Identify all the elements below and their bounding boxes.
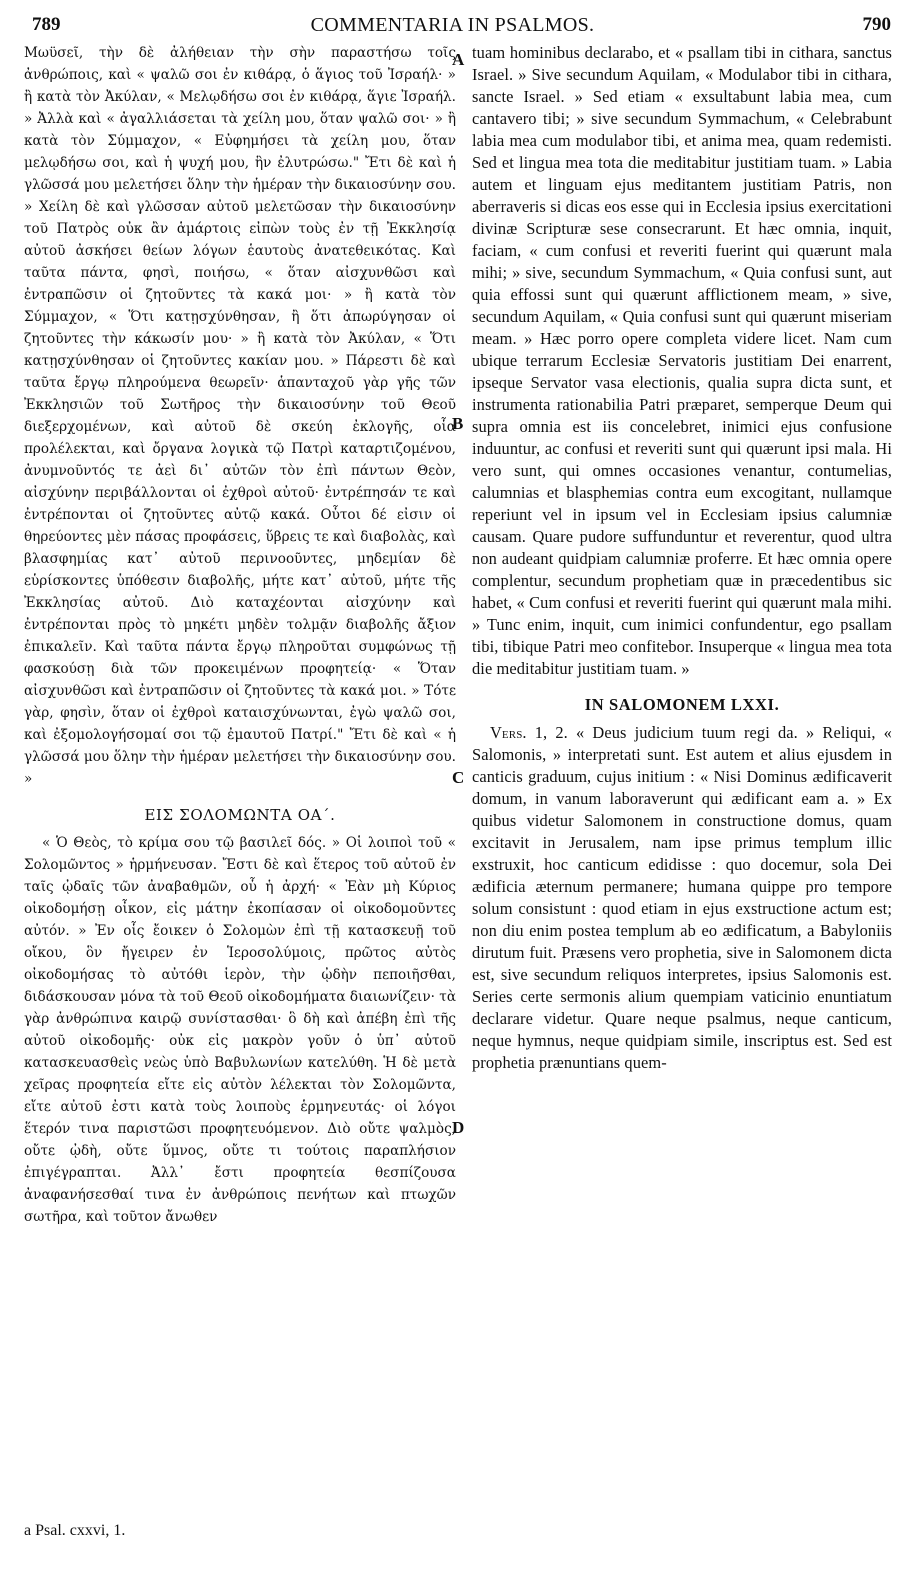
- greek-column: [24, 42, 456, 1228]
- margin-marker-d: D: [452, 1118, 465, 1137]
- greek-paragraph-1: Μωϋσεῖ, τὴν δὲ ἀλήθειαν τὴν σὴν παραστήσω τοῖς ἀνθρώποις, καὶ « ψαλῶ σοι ἐν κιθάρᾳ, ὁ ἅγιος τοῦ Ἰσραήλ· » ἢ κατὰ τὸν Ἀκύλαν, « Μελῳδήσω σοι ἐν κιθάρᾳ, ἅγιε Ἰσραήλ. » Ἀλλὰ καὶ « ἀγαλλιάσεται τὰ χείλη μου, ὅταν ψαλῶ σοι· » ἢ κατὰ τὸν Σύμμαχον, « Εὐφημήσει τὰ χείλη μου, ὅταν μελῳδήσω σοι, καὶ ἡ ψυχή μου, ἣν ἐλυτρώσω." Ἔτι δὲ καὶ ἡ γλῶσσά μου μελετήσει ὅλην τὴν ἡμέραν τὴν δικαιοσύνην σου. » Χείλη δὲ καὶ γλῶσσαν αὐτοῦ μελετῶσαν τὴν δικαιοσύνην τοῦ Πατρὸς οὐκ ἂν ἁμάρτοις εἰπὼν τοὺς ἐν τῇ Ἐκκλησίᾳ αὐτοῦ ἀσκήσει θείων λόγων ἑαυτοὺς ἀνατεθεικότας. Καὶ ταῦτα πάντα, φησὶ, ποιήσω, « ὅταν αἰσχυνθῶσι καὶ ἐντραπῶσιν οἱ ζητοῦντες τὰ κακά μοι· » ἢ κατὰ τὸν Σύμμαχον, « Ὅτι κατῃσχύνθησαν, ἢ ὅτι ἀπωρύγησαν οἱ ζητοῦντες τὴν κάκωσίν μου· » ἢ κατὰ τὸν Ἀκύλαν, « Ὅτι κατῃσχύνθησαν οἱ ζητοῦντες κακίαν μου. » Πάρεστι δὲ καὶ ταῦτα ἔργῳ πληρούμενα θεωρεῖν· ἁπανταχοῦ γὰρ γῆς τῶν Ἐκκλησιῶν τοῦ Σωτῆρος τὴν δικαιοσύνην τοῦ Θεοῦ διεξερχομένων, καὶ αὐτοῦ δὲ σκεύη ἐκλογῆς, οἷα προλέλεκται, καὶ ὄργανα λογικὰ τῷ Πατρὶ καταρτιζομένου, ἀνυμνοῦντός τε ἀεὶ δι᾽ αὐτῶν τὸν ἐπὶ πάντων Θεὸν, αἰσχύνην περιβάλλονται οἱ ἐχθροὶ αὐτοῦ· ἐντρέπησάν τε καὶ ἐντρέπονται οἱ ζητοῦντες αὐτῷ κακά. Οὗτοι δέ εἰσιν οἱ θηρεύοντες μὲν πάσας προφάσεις, ὕβρεις τε καὶ διαβολὰς, καὶ βλασφημίας κατ᾽ αὐτοῦ περινοοῦντες, μηδεμίαν δὲ εὑρίσκοντες ὑπόθεσιν διαβολῆς, μήτε κατ᾽ αὐτοῦ, μήτε τῆς Ἐκκλησίας αὐτοῦ. Διὸ καταχέονται αἰσχύνην καὶ ἐντρέπονται πρὸς τὸ μηκέτι μηδὲν τολμᾷν διαβολῆς ἄξιον ἐπικαλεῖν. Καὶ ταῦτα πάντα ἔργῳ πληροῦται συμφώνως τῇ φασκούσῃ διὰ τῶν προκειμένων προφητείᾳ· « Ὅταν αἰσχυνθῶσι καὶ ἐντραπῶσιν οἱ ζητοῦντες τὰ κακά μοι. » Τότε γὰρ, φησὶν, ὅταν οἱ ἐχθροὶ καταισχύνωνται, ἐγὼ ψαλῶ σοι, καὶ ἐξομολογήσομαί σοι τῷ ἐμαυτοῦ Πατρί." Ἔτι δὲ καὶ « ἡ γλῶσσά μου ὅλην τὴν ἡμέραν μελετήσει τὴν δικαιοσύνην σου. »: [24, 45, 456, 787]
- margin-marker-b: B: [452, 414, 464, 433]
- margin-marker-c: C: [452, 768, 465, 787]
- footnote: a Psal. cxxvi, 1.: [24, 1522, 126, 1539]
- latin-column: [472, 42, 892, 1074]
- greek-section-heading: ΕΙΣ ΣΟΛΟΜΩΝΤΑ ΟΑ΄.: [144, 806, 336, 824]
- latin-section-heading: IN SALOMONEM LXXI.: [584, 695, 780, 714]
- page-number-right: 790: [862, 14, 891, 35]
- page-number-left: 789: [32, 14, 61, 35]
- greek-paragraph-2: « Ὁ Θεὸς, τὸ κρίμα σου τῷ βασιλεῖ δός. » Οἱ λοιποὶ τοῦ « Σολομῶντος » ἡρμήνευσαν. Ἔστι δὲ καὶ ἕτερος τοῦ αὐτοῦ ἐν ταῖς ᾠδαῖς τῶν ἀναβαθμῶν, οὗ ἡ ἀρχή· « Ἐὰν μὴ Κύριος οἰκοδομήσῃ οἶκον, εἰς μάτην ἐκοπίασαν οἱ οἰκοδομοῦντες αὐτόν. » Ἐν οἷς ἔοικεν ὁ Σολομὼν ἐπὶ τῇ κατασκευῇ τοῦ οἴκου, ὃν ἤγειρεν ἐν Ἱεροσολύμοις, πρῶτος αὐτὸς οἰκοδομήσας τὸ αὐτόθι ἱερὸν, τὴν ᾠδὴν πεποιῆσθαι, διδάσκουσαν μόνα τὰ τοῦ Θεοῦ οἰκοδομήματα διαιωνίζειν· τὰ γὰρ ἀνθρώπινα καιρῷ συνίστασθαι· ὃ δὴ καὶ ἀπέβη ἐπὶ τῆς αὐτοῦ οἰκοδομῆς· οὐκ εἰς μακρὸν γοῦν ὁ ὑπ᾽ αὐτοῦ κατασκευασθεὶς νεὼς ὑπὸ Βαβυλωνίων κατελύθη. Ἡ δὲ μετὰ χεῖρας προφητεία εἴτε εἰς αὐτὸν λέλεκται τὸν Σολομῶντα, εἴτε αὐτοῦ ἐστι κατὰ τοὺς λοιποὺς ἑρμηνευτάς· οἱ λόγοι ἕτερόν τινα παριστῶσι προφητευόμενον. Διὸ οὔτε ψαλμὸς, οὔτε ᾠδὴ, οὔτε ὕμνος, οὔτε τι τούτοις παραπλήσιον ἐπιγέγραπται. Ἀλλ᾽ ἔστι προφητεία θεσπίζουσα ἀναφανήσεσθαί τινα ἐν ἀνθρώποις πενήτων καὶ πτωχῶν σωτῆρα, καὶ τοῦτον ἄνωθεν: [24, 835, 456, 1225]
- latin-paragraph-2: [472, 722, 892, 1074]
- margin-marker-a: A: [452, 50, 465, 69]
- page-header: [0, 14, 905, 44]
- latin-paragraph-2-text: « Deus judicium tuum regi da. » Reliqui, « Salomonis, » interpretati sunt. Est autem et alius ejusdem in canticis graduum, cujus initium : « Nisi Dominus ædificaverit domum, in vanum laboraverunt qui ædificant eam a. » Ex quibus videtur Salomonem in constructione domus, quam excitavit in Jerusalem, nam ipse primus templum illic exstruxit, hoc canticum edidisse : quo docemur, sola Dei ædificia æternum permanere; humana quippe pro tempore solum consistunt : quod etiam in ejus exstructione actum est; non diu enim postea templum ab eo ædificatum, a Babyloniis dirutum fuit. Præsens vero prophetia, sive in Salomonem dicta est, sive secundum reliquos interpretes, ipsius Salomonis est. Series certe sermonis alium quempiam vaticinio enuntiatum declarare videtur. Quare neque psalmus, neque canticum, neque hymnus, neque quidpiam simile, inscriptus est. Sed est prophetia prænuntians quem-: [472, 723, 892, 1072]
- verse-reference: Vers. 1, 2.: [490, 723, 568, 742]
- latin-paragraph-1: tuam hominibus declarabo, et « psallam tibi in cithara, sanctus Israel. » Sive secundum Aquilam, « Modulabor tibi in cithara, sancte Israel. » Sed etiam « exsultabunt labia mea, cum cantavero tibi; » sive secundum Symmachum, « Celebrabunt labia mea cum modulabor tibi, et anima mea, quam redemisti. Sed et lingua mea tota die meditabitur justitiam tuam. » Labia autem et linguam ejus meditantem justitiam Patris, non aberraveris si dicas eos esse qui in Ecclesia ipsius exercitationi divinæ Scripturæ sese consecrarunt. Et hæc omnia, inquit, faciam, « cum confusi et reveriti fuerint qui quærunt mala mihi; » sive, secundum Symmachum, « Quia confusi sunt, aut quia effossi sunt qui quærunt afflictionem meam, » sive, secundum Aquilam, « Quia confusi sunt qui quærunt miseriam meam. » Hæc porro opere completa videre licet. Nam cum ubique terrarum Ecclesiæ Servatoris justitiam Dei enarrent, ipseque Servator vasa electionis, qualia supra dicta sunt, et instrumenta rationabilia Patri præparet, semperque Deum qui supra omnia est iis concelebret, inimici ejus confusione induuntur, ac confusi et reveriti sunt qui quærunt ipsi mala. Hi vero sunt, qui omnes occasiones venantur, contumelias, calumnias et blasphemias contra eum excogitant, nullamque reperiunt vel in ipsum vel in Ecclesiam ipsius calumniæ causam. Quare pudore suffunduntur et reverentur, quod ultra non audeant quidpiam calumniæ proferre. Et hæc omnia opere complentur, secundum prophetiam quæ in præcedentibus sic habet, « Cum confusi et reveriti fuerint qui quærunt mala mihi. » Tunc enim, inquit, cum inimici confundentur, ego psallam tibi, tibique Patri meo confitebor. Insuperque « lingua mea tota die meditabitur justitiam tuam. »: [472, 43, 892, 678]
- running-title: COMMENTARIA IN PSALMOS.: [310, 14, 595, 36]
